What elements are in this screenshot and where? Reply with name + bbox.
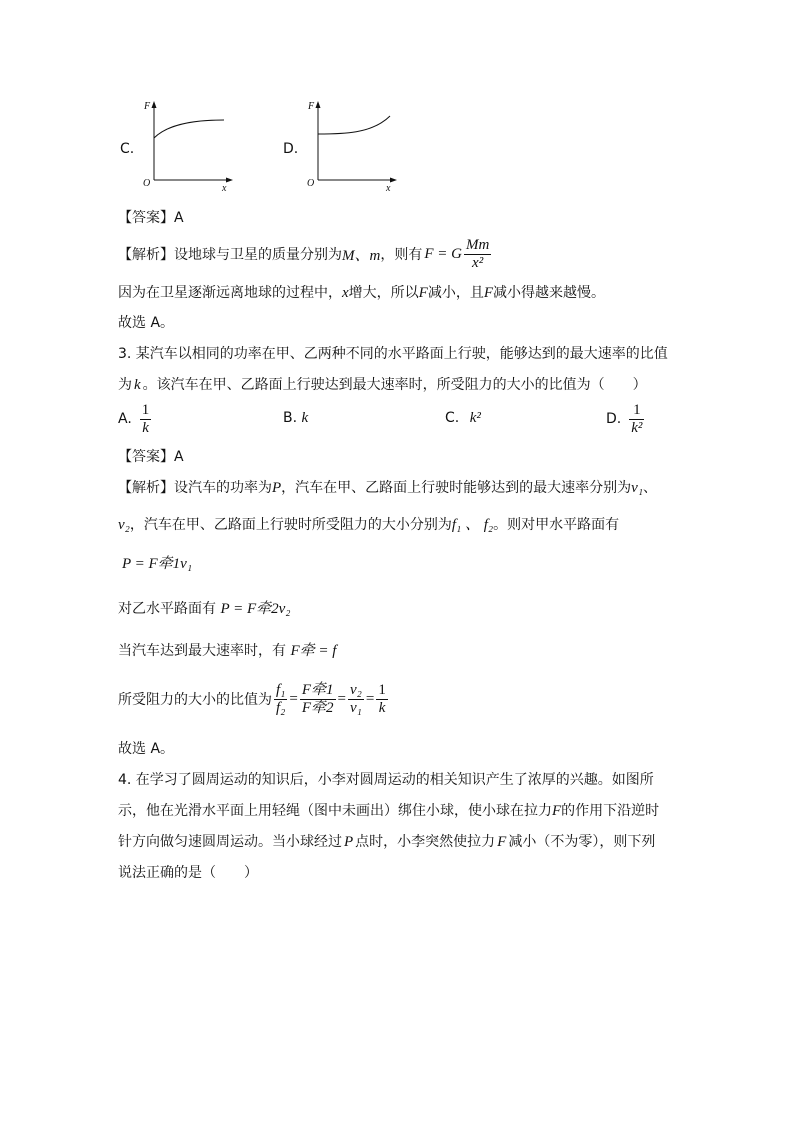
graph-c-axis-x: x [222, 183, 227, 194]
q3-analysis-line2: v₂，汽车在甲、乙路面上行驶时所受阻力的大小分别为f₁ 、 f₂。则对甲水平路面有 [118, 517, 620, 533]
option-c-label: C. [120, 141, 135, 157]
option-d-label: D. [283, 141, 299, 157]
q3-option-a: A. $\frac{1}{k}$ [118, 401, 150, 436]
q2-conclusion: 故选 A。 [118, 315, 175, 331]
q3-option-c: C. k² [445, 410, 481, 426]
graph-d-axis-f: F [308, 101, 315, 112]
q3-ratio-line: 所受阻力的大小的比值为 $\frac{\text{f₁}}{\text{f₂}}$ = $\frac{\text{F牵1}}{\text{F牵2}}$ = $\frac{\text{v₂}}{\text{v₁}}$ = $\frac{1}{k}$ [118, 681, 386, 716]
q3-option-d: D. $\frac{1}{\text{k²}}$ [606, 401, 643, 436]
q3-answer: 【答案】A [118, 449, 184, 465]
graph-d-axis-x: x [386, 183, 391, 194]
q3-stem-line1: 3. 某汽车以相同的功率在甲、乙两种不同的水平路面上行驶，能够达到的最大速率的比值 [118, 346, 668, 362]
q2-answer: 【答案】A [118, 210, 184, 226]
q4-stem-line2: 示，他在光滑水平面上用轻绳（图中未画出）绑住小球，使小球在拉力F的作用下沿逆时 [118, 803, 660, 819]
q3-equation-1: P = F牵1v₁ [122, 556, 193, 572]
q3-conclusion: 故选 A。 [118, 741, 175, 757]
q2-analysis-line1: 【解析】 设地球与卫星的质量分别为 M、m ，则有 F = G $\frac{Mm}{\text{x²}}$ [118, 236, 490, 271]
q4-stem-line4: 说法正确的是（ ） [118, 865, 258, 881]
graph-d-origin: O [307, 178, 315, 189]
q4-stem-line3: 针方向做匀速圆周运动。当小球经过 P 点时，小李突然使拉力 F 减小（不为零），则下列 [118, 834, 656, 850]
graph-d [302, 98, 402, 194]
q3-analysis-line1: 【解析】设汽车的功率为P，汽车在甲、乙路面上行驶时能够达到的最大速率分别为v₁、 [118, 480, 658, 496]
q2-analysis-line2: 因为在卫星逐渐远离地球的过程中，x增大，所以F减小，且F减小得越来越慢。 [118, 285, 606, 301]
q3-option-b: B. k [283, 410, 309, 426]
q3-analysis-line5: 当汽车达到最大速率时，有 F牵 = f [118, 643, 337, 659]
q3-stem-line2: 为 k 。该汽车在甲、乙路面上行驶达到最大速率时，所受阻力的大小的比值为（ ） [118, 377, 647, 393]
graph-c [138, 98, 238, 194]
q4-stem-line1: 4. 在学习了圆周运动的知识后，小李对圆周运动的相关知识产生了浓厚的兴趣。如图所 [118, 772, 654, 788]
graph-c-axis-f: F [144, 101, 151, 112]
graph-c-origin: O [143, 178, 151, 189]
q2-formula-fraction: $\frac{Mm}{\text{x²}}$ [465, 236, 490, 271]
q3-analysis-line4: 对乙水平路面有 P = F牵2v₂ [118, 601, 291, 617]
